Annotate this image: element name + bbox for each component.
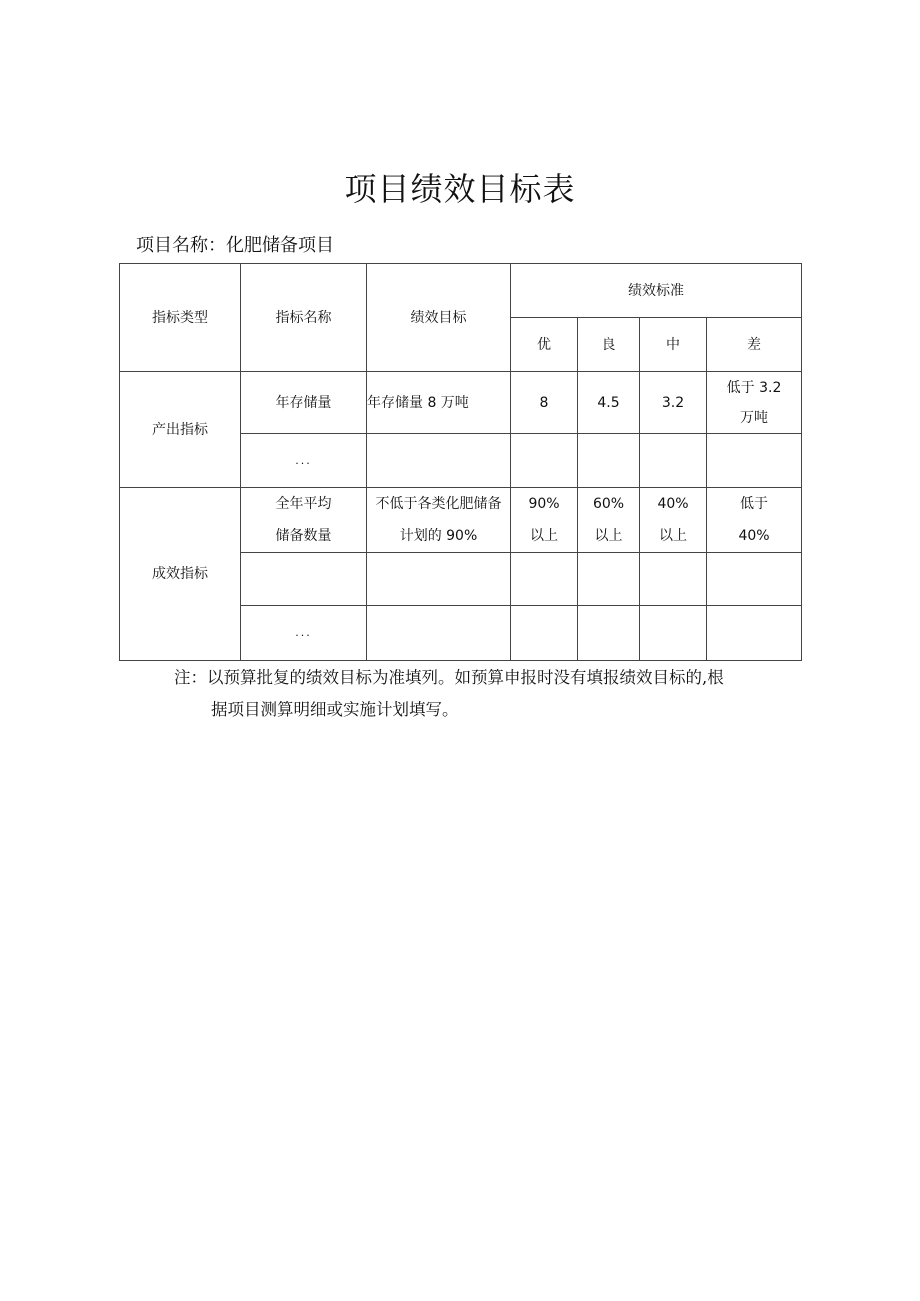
header-grade-good: 良 (578, 318, 640, 372)
header-grade-medium: 中 (640, 318, 707, 372)
table-row (120, 488, 802, 553)
project-name-label: 项目名称： (136, 235, 226, 256)
empty-cell (707, 553, 802, 606)
empty-cell (511, 434, 578, 488)
header-performance-target: 绩效目标 (367, 264, 511, 372)
annual-storage-poor-line1: 低于 3.2 (726, 379, 782, 396)
empty-cell (578, 434, 640, 488)
annual-storage-medium: 3.2 (640, 372, 707, 434)
annual-storage-target: 年存储量 8 万吨 (367, 372, 511, 434)
avg-reserve-target-line1: 不低于各类化肥储备 (375, 496, 502, 512)
header-grade-excellent: 优 (511, 318, 578, 372)
avg-reserve-name-line1: 全年平均 (275, 496, 332, 512)
header-indicator-name: 指标名称 (241, 264, 367, 372)
avg-reserve-excellent-line1: 90% (528, 496, 560, 512)
empty-cell (367, 606, 511, 661)
empty-cell (367, 434, 511, 488)
empty-cell (511, 553, 578, 606)
avg-reserve-good (578, 488, 640, 553)
empty-cell (707, 434, 802, 488)
empty-cell (578, 553, 640, 606)
empty-cell (640, 434, 707, 488)
empty-cell (578, 606, 640, 661)
footnote-line2: 据项目测算明细或实施计划填写。 (211, 700, 459, 719)
header-grade-poor: 差 (707, 318, 802, 372)
effect-indicator-type: 成效指标 (120, 488, 241, 661)
avg-reserve-medium-line1: 40% (657, 496, 689, 512)
avg-reserve-poor-line1: 低于 (740, 496, 768, 512)
project-name-line (136, 232, 334, 260)
avg-reserve-excellent (511, 488, 578, 553)
empty-cell (640, 553, 707, 606)
output-indicator-type: 产出指标 (120, 372, 241, 488)
annual-storage-poor (707, 372, 802, 434)
avg-reserve-poor-line2: 40% (738, 528, 770, 544)
empty-cell (241, 553, 367, 606)
avg-reserve-target-line2: 计划的 90% (399, 528, 478, 544)
table-row (120, 372, 802, 434)
annual-storage-poor-line2: 万吨 (740, 409, 768, 426)
avg-reserve-poor (707, 488, 802, 553)
project-name-value: 化肥储备项目 (226, 235, 334, 256)
avg-reserve-name-line2: 储备数量 (275, 528, 332, 544)
avg-reserve-target (367, 488, 511, 553)
footnote-line1: 注：以预算批复的绩效目标为准填列。如预算申报时没有填报绩效目标的,根 (174, 668, 724, 687)
avg-reserve-name (241, 488, 367, 553)
empty-cell (707, 606, 802, 661)
avg-reserve-medium-line2: 以上 (659, 528, 687, 544)
page-title: 项目绩效目标表 (344, 170, 576, 208)
annual-storage-name: 年存储量 (241, 372, 367, 434)
empty-cell (367, 553, 511, 606)
output-more-name: ... (241, 434, 367, 488)
header-performance-standard: 绩效标准 (511, 264, 802, 318)
avg-reserve-medium (640, 488, 707, 553)
avg-reserve-good-line1: 60% (592, 496, 625, 512)
annual-storage-good: 4.5 (578, 372, 640, 434)
empty-cell (511, 606, 578, 661)
header-indicator-type: 指标类型 (120, 264, 241, 372)
performance-target-table (119, 263, 802, 661)
avg-reserve-good-line2: 以上 (594, 528, 623, 544)
avg-reserve-excellent-line2: 以上 (530, 528, 558, 544)
annual-storage-excellent: 8 (511, 372, 578, 434)
footnote (174, 662, 814, 726)
effect-more-name: ... (241, 606, 367, 661)
empty-cell (640, 606, 707, 661)
